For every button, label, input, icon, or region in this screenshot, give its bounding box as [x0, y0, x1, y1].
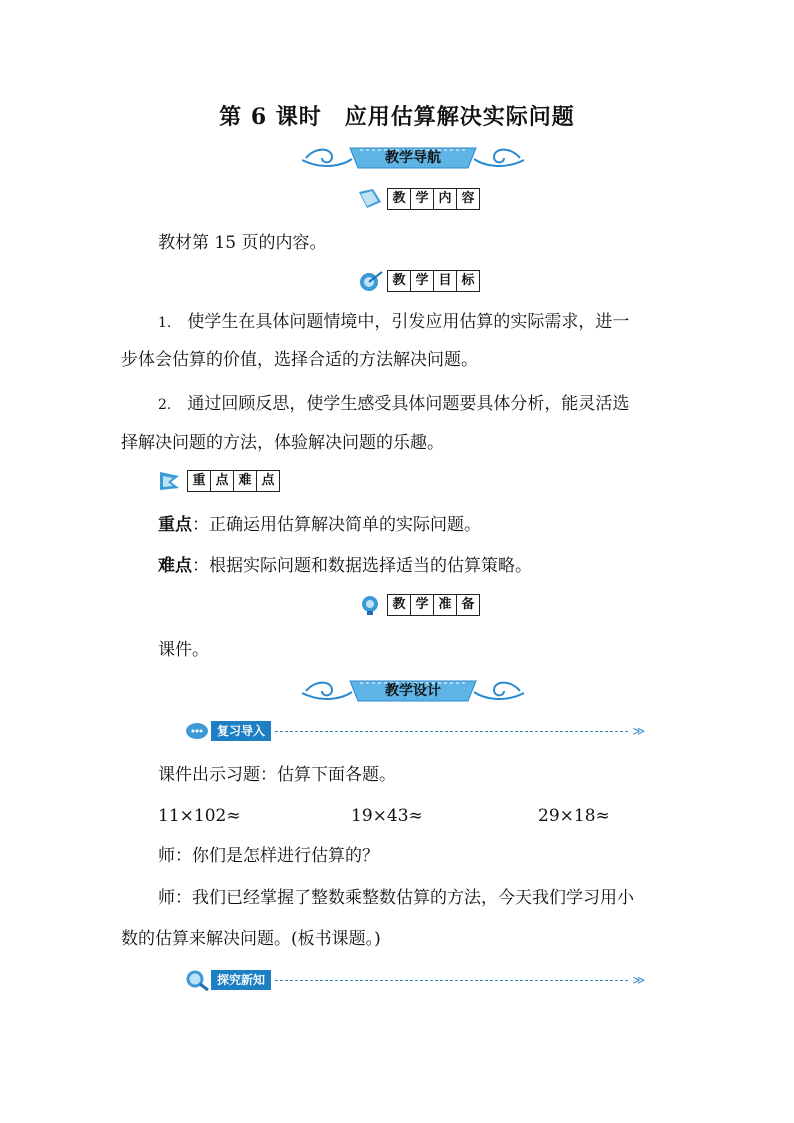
goal-number: 1. [158, 315, 172, 331]
difficult-point-label: 难点 [158, 556, 192, 576]
section-content-heading [357, 188, 480, 210]
section-prep-heading [357, 594, 480, 616]
difficult-point [158, 556, 532, 576]
stage-divider [275, 980, 628, 981]
content-text: 教材第 15 页的内容。 [158, 233, 327, 253]
chat-bubble-icon [185, 720, 211, 742]
double-chevron-icon: ≫ [632, 973, 645, 987]
exercise-item: 29×18≈ [538, 806, 610, 826]
banner-guide [302, 144, 524, 172]
goal-line: 择解决问题的方法，体验解决问题的乐趣。 [121, 433, 444, 453]
key-point-text: ：正确运用估算解决简单的实际问题。 [192, 515, 481, 535]
section-content-box: 教 学 内 容 [387, 188, 480, 210]
stage-divider [275, 731, 628, 732]
key-point-label: 重点 [158, 515, 192, 535]
exercise-item: 11×102≈ [158, 806, 241, 826]
target-icon [357, 270, 383, 292]
goal-line: 使学生在具体问题情境中，引发应用估算的实际需求，进一 [187, 312, 630, 332]
exercise-intro: 课件出示习题：估算下面各题。 [158, 765, 396, 785]
stage-explore-label: 探究新知 [211, 970, 271, 990]
section-keypoints-box: 重 点 难 点 [187, 470, 280, 492]
stage-explore-heading [185, 969, 645, 991]
lightbulb-icon [357, 594, 383, 616]
teacher-question: 师：你们是怎样进行估算的？ [158, 846, 379, 866]
goal-number: 2. [158, 397, 172, 413]
stage-review-heading [185, 720, 645, 742]
exercise-item: 19×43≈ [351, 806, 423, 826]
banner-guide-label: 教学导航 [385, 150, 441, 166]
section-goals-box: 教 学 目 标 [387, 270, 480, 292]
goal-item [158, 394, 629, 415]
key-point [158, 515, 481, 535]
banner-design-label: 教学设计 [385, 683, 441, 699]
teacher-answer: 师：我们已经掌握了整数乘整数估算的方法，今天我们学习用小 [158, 888, 634, 908]
magnifier-icon [185, 969, 211, 991]
difficult-point-text: ：根据实际问题和数据选择适当的估算策略。 [192, 556, 532, 576]
stage-review-label: 复习导入 [211, 721, 271, 741]
goal-item [158, 312, 629, 333]
banner-design [302, 677, 524, 705]
goal-line: 通过回顾反思，使学生感受具体问题要具体分析，能灵活选 [187, 394, 630, 414]
goal-line: 步体会估算的价值，选择合适的方法解决问题。 [121, 350, 478, 370]
section-keypoints-heading [157, 470, 280, 492]
double-chevron-icon: ≫ [632, 724, 645, 738]
section-prep-box: 教 学 准 备 [387, 594, 480, 616]
pennant-icon [157, 470, 183, 492]
page-title: 第 6 课时 应用估算解决实际问题 [219, 104, 575, 130]
book-icon [357, 188, 383, 210]
prep-text: 课件。 [158, 640, 209, 660]
section-goals-heading [357, 270, 480, 292]
teacher-answer: 数的估算来解决问题。(板书课题。) [121, 929, 381, 949]
